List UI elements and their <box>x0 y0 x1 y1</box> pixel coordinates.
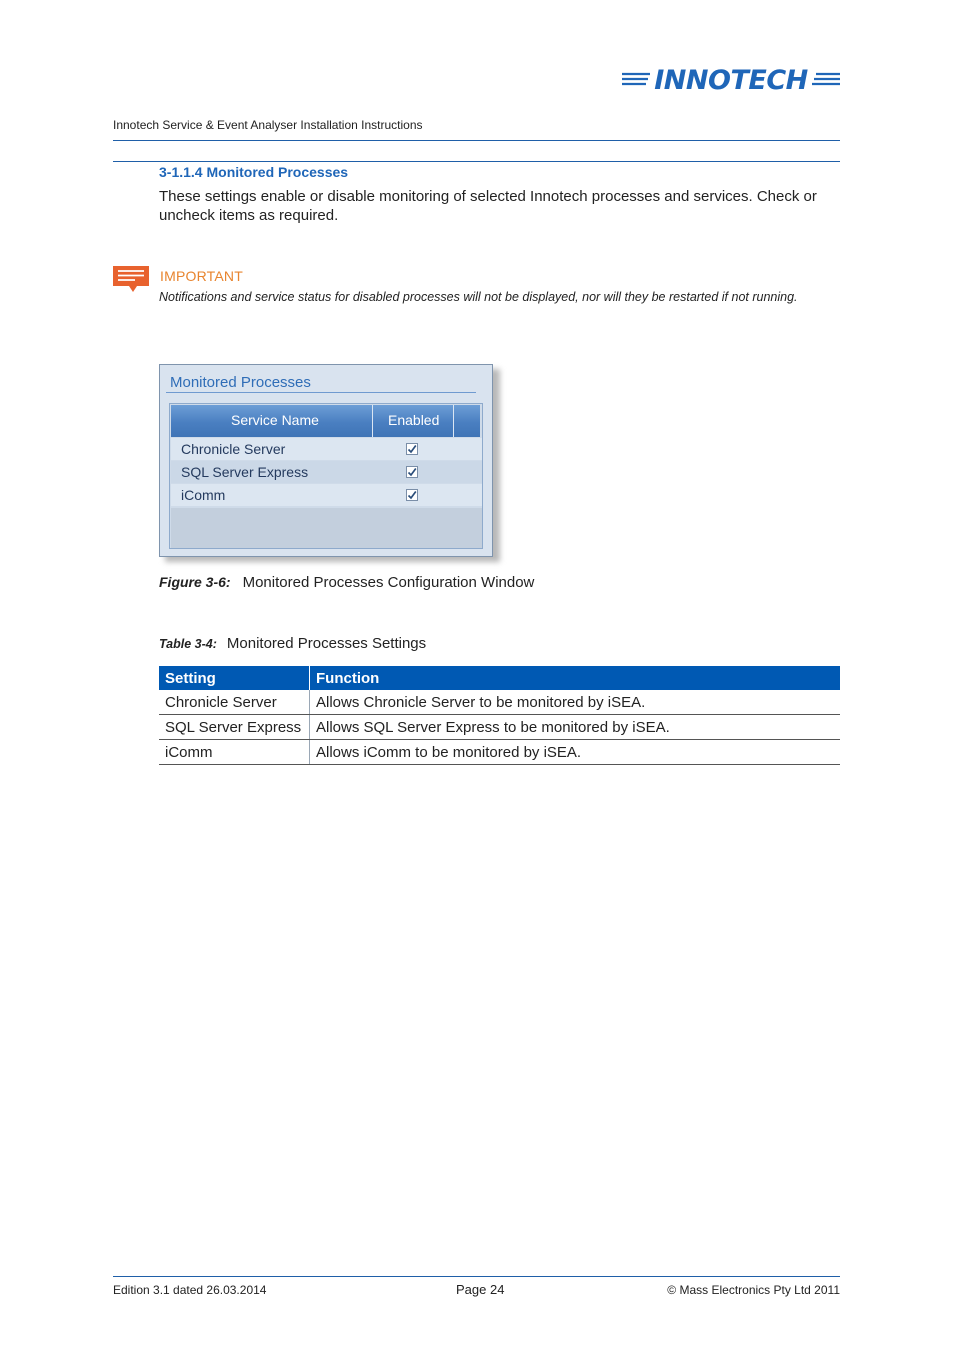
section-heading: 3-1.1.4 Monitored Processes <box>159 164 349 180</box>
checkbox-checked-icon[interactable] <box>406 489 418 501</box>
important-text: Notifications and service status for disabled processes will not be displayed, nor will they be restarted if not running. <box>159 290 798 304</box>
section-divider <box>113 161 840 162</box>
table-label: Table 3-4: <box>159 637 217 651</box>
table-cell-setting: Chronicle Server <box>159 690 310 715</box>
grid-empty-area <box>171 508 482 548</box>
table-cell-setting: SQL Server Express <box>159 715 310 740</box>
footer-divider <box>113 1276 840 1277</box>
table-row <box>159 715 840 740</box>
column-header-enabled[interactable]: Enabled <box>388 412 440 428</box>
column-header-service-name[interactable]: Service Name <box>231 412 319 428</box>
innotech-logo <box>620 62 842 96</box>
grid-cell-service-name: SQL Server Express <box>181 464 309 480</box>
grid-cell-service-name: Chronicle Server <box>181 441 286 457</box>
grid-header-separator <box>453 405 454 437</box>
important-label: IMPORTANT <box>160 268 243 284</box>
header-divider <box>113 140 840 141</box>
window-title: Monitored Processes <box>170 374 311 391</box>
figure-label: Figure 3-6: <box>159 574 231 590</box>
table-cell-function: Allows SQL Server Express to be monitored by iSEA. <box>310 715 841 740</box>
document-title: Innotech Service & Event Analyser Installation Instructions <box>113 118 423 132</box>
figure-caption <box>159 574 534 591</box>
table-caption <box>159 635 426 652</box>
brand-wordmark: INNOTECH <box>654 65 808 96</box>
settings-table <box>159 666 840 765</box>
note-icon <box>113 266 149 292</box>
footer-copyright: © Mass Electronics Pty Ltd 2011 <box>667 1283 840 1297</box>
grid-header-separator <box>372 405 373 437</box>
footer-page-number: Page 24 <box>456 1282 505 1297</box>
checkbox-checked-icon[interactable] <box>406 443 418 455</box>
table-caption-text: Monitored Processes Settings <box>226 635 427 652</box>
footer-edition: Edition 3.1 dated 26.03.2014 <box>113 1283 267 1297</box>
checkbox-checked-icon[interactable] <box>406 466 418 478</box>
window-title-underline <box>166 392 476 393</box>
table-cell-function: Allows iComm to be monitored by iSEA. <box>310 740 841 765</box>
table-header-setting: Setting <box>159 666 310 690</box>
table-header-row <box>159 666 840 690</box>
table-cell-setting: iComm <box>159 740 310 765</box>
table-cell-function: Allows Chronicle Server to be monitored by iSEA. <box>310 690 841 715</box>
section-intro: These settings enable or disable monitoring of selected Innotech processes and services. Check or uncheck items as required. <box>159 188 817 224</box>
table-header-function: Function <box>310 666 841 690</box>
table-row <box>159 740 840 765</box>
figure-caption-text: Monitored Processes Configuration Window <box>242 574 535 591</box>
grid-cell-service-name: iComm <box>181 487 226 503</box>
table-row <box>159 690 840 715</box>
